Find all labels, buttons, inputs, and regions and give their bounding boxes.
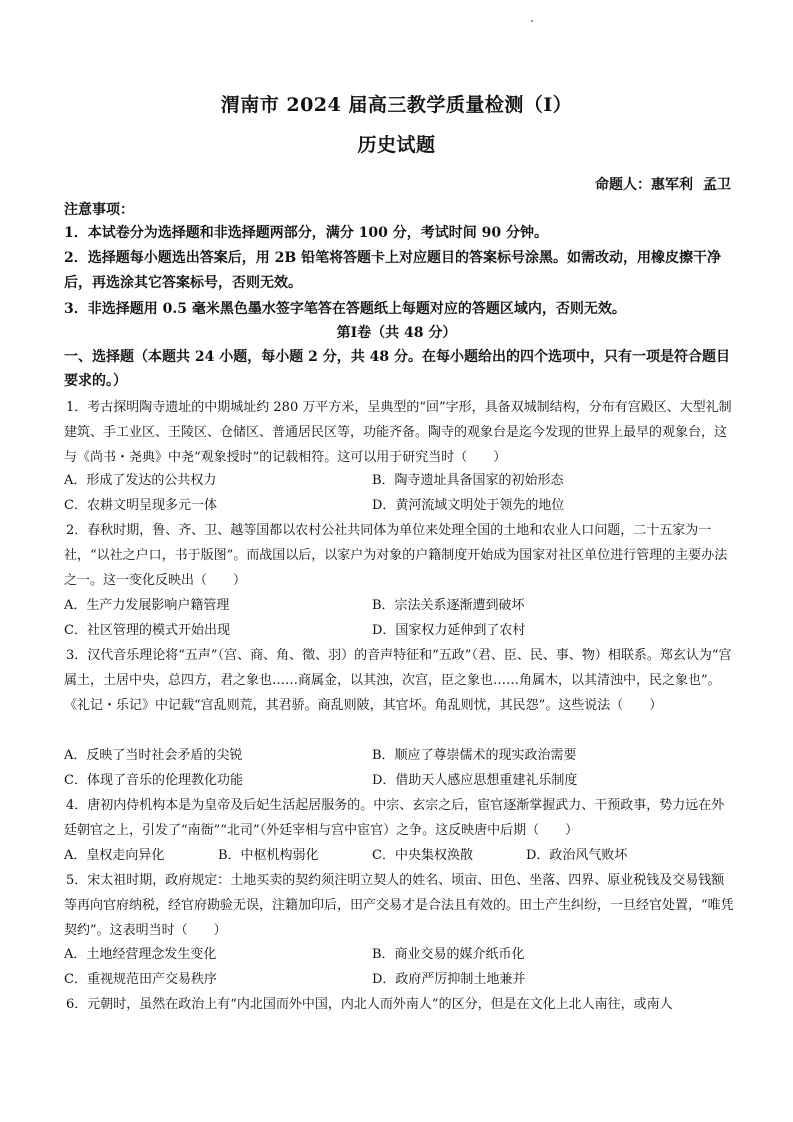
option: C．体现了音乐的伦理教化功能 [64,773,243,788]
question-stem: 3．汉代音乐理论将“五声”（宫、商、角、徵、羽）的音声特征和“五政”（君、臣、民、事、物）相联系。郑玄认为“宫属土，土居中央，总四方，君之象也……商属金，以其浊，次宫，臣之象也……角属木，以其清浊中，民之象也”。《礼记・乐记》中记载“宫乱则荒，其君骄。商乱则陂，其官坏。角乱则忧，其民怨”。这些说法（ ） [64,648,732,713]
option: D．政府严厉抑制土地兼并 [372,972,526,987]
option: D．国家权力延伸到了农村 [372,623,526,638]
option-row [64,494,736,518]
option: A．皇权走向异化 [64,848,165,863]
option: D．政治风气败坏 [526,848,628,863]
option: A．土地经营理念发生变化 [64,947,217,962]
option: B．宗法关系逐渐遭到破坏 [372,598,525,613]
question-stem: 6．元朝时，虽然在政治上有“内北国而外中国，内北人而外南人”的区分，但是在文化上北人南往，或南人 [66,997,673,1012]
option-row [64,744,736,768]
option: B．顺应了尊崇儒术的现实政治需要 [372,748,577,763]
note-item: 1．本试卷分为选择题和非选择题两部分，满分 100 分，考试时间 90 分钟。 [64,225,548,241]
option: D．黄河流域文明处于领先的地位 [372,498,565,513]
question-stem: 1．考古探明陶寺遗址的中期城址约 280 万平方米，呈典型的“回”字形，具备双城制结构，分布有宫殿区、大型礼制建筑、手工业区、王陵区、仓储区、普通居民区等，功能齐备。陶寺的观象台是迄今发现的世界上最早的观象台，这与《尚书・尧典》中尧“观象授时”的记载相符。这可以用于研究当时（ ） [64,400,732,465]
exam-title: 渭南市 2024 届高三教学质量检测（Ⅰ） [220,94,573,116]
option: C．中央集权涣散 [372,848,473,863]
volume-heading: 第Ⅰ卷（共 48 分） [336,325,457,341]
option: A．形成了发达的公共权力 [64,473,217,488]
option-row [64,844,736,868]
option: B．陶寺遗址具备国家的初始形态 [372,473,564,488]
option-row [64,594,736,618]
subject-title: 历史试题 [357,134,436,156]
option: A．反映了当时社会矛盾的尖锐 [64,748,243,763]
scan-dot [531,20,533,22]
option: C．重视规范田产交易秩序 [64,972,217,987]
option-row [64,968,736,992]
option: B．中枢机构弱化 [218,848,319,863]
option: B．商业交易的媒介纸币化 [372,947,525,962]
section-heading: 一、选择题（本题共 24 小题，每小题 2 分，共 48 分。在每小题给出的四个选项中，只有一项是符合题目要求的。） [64,349,730,389]
question-stem: 4．唐初内侍机构本是为皇帝及后妃生活起居服务的。中宗、玄宗之后，宦官逐渐掌握武力、干预政事，势力远在外廷朝官之上，引发了“南衙”“北司”（外廷宰相与宫中宦官）之争。这反映唐中后期（ ） [64,798,725,838]
option-row [64,619,736,643]
option: A．生产力发展影响户籍管理 [64,598,230,613]
question-stem: 5．宋太祖时期，政府规定：土地买卖的契约须注明立契人的姓名、顷亩、田色、坐落、四界、原业税钱及交易钱额等再向官府纳税，经官府勘验无误，注籍加印后，田产交易才是合法且有效的。田土产生纠纷，一旦经官处置，“唯凭契约”。这表明当时（ ） [64,873,734,938]
option-row [64,943,736,967]
author-second: 孟卫 [703,177,731,193]
author-line [595,174,731,194]
option: C．社区管理的模式开始出现 [64,623,230,638]
author-label: 命题人：惠军利 [595,177,693,193]
note-item: 2．选择题每小题选出答案后，用 2B 铅笔将答题卡上对应题目的答案标号涂黑。如需改动，用橡皮擦干净后，再选涂其它答案标号，否则无效。 [64,250,722,291]
question-stem: 2．春秋时期，鲁、齐、卫、越等国都以农村公社共同体为单位来处理全国的土地和农业人口问题，二十五家为一社，“以社之户口，书于版图”。而战国以后，以家户为对象的户籍制度开始成为国家对社区单位进行管理的主要办法之一。这一变化反映出（ ） [64,523,728,588]
option: C．农耕文明呈现多元一体 [64,498,217,513]
notes-heading: 注意事项： [64,202,134,218]
note-item: 3．非选择题用 0.5 毫米黑色墨水签字笔答在答题纸上每题对应的答题区域内，否则无效。 [64,301,626,317]
option-row [64,469,736,493]
option: D．借助天人感应思想重建礼乐制度 [372,773,578,788]
option-row [64,769,736,793]
